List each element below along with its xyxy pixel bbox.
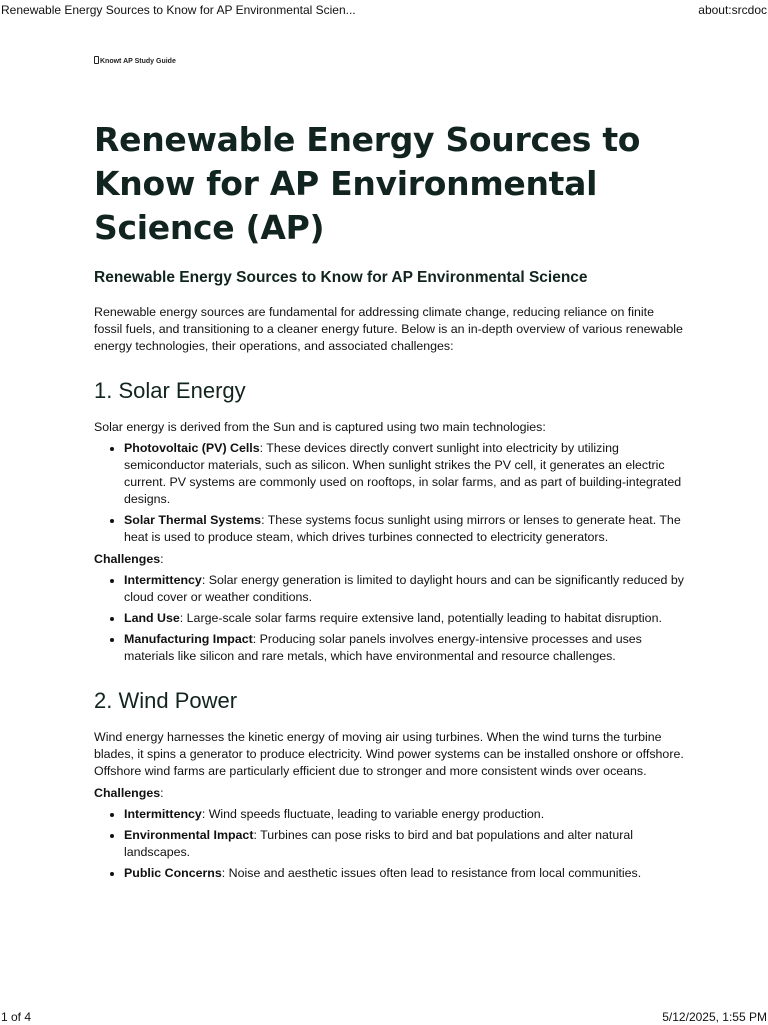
challenges-label-text: Challenges	[94, 786, 161, 800]
list-item-term: Intermittency	[124, 807, 202, 821]
list-item	[124, 572, 684, 606]
wind-challenges-list	[94, 806, 684, 882]
list-item-term: Land Use	[124, 611, 180, 625]
list-item-text: : Wind speeds fluctuate, leading to variable energy production.	[201, 807, 545, 821]
print-footer	[0, 1009, 768, 1025]
phone-icon	[94, 56, 99, 64]
solar-technologies-list	[94, 440, 684, 546]
list-item-term: Public Concerns	[124, 866, 222, 880]
list-item	[124, 827, 684, 861]
list-item-term: Environmental Impact	[124, 828, 254, 842]
list-item	[124, 512, 684, 546]
page-subtitle: Renewable Energy Sources to Know for AP Environmental Science	[94, 269, 588, 286]
wind-challenges-label	[94, 785, 684, 802]
page-number: 1 of 4	[1, 1010, 32, 1024]
intro-paragraph: Renewable energy sources are fundamental for addressing climate change, reducing reliance on finite fossil fuels, and transitioning to a cleaner energy future. Below is an in-depth overview of various renewable energy technologies, their operations, and associated challenges:	[94, 305, 683, 353]
list-item-text: : Large-scale solar farms require extensive land, potentially leading to habitat disruption.	[179, 611, 662, 625]
solar-challenges-label	[94, 551, 684, 568]
list-item	[124, 440, 684, 508]
list-item	[124, 631, 684, 665]
print-header	[0, 2, 768, 18]
section-heading-solar: 1. Solar Energy	[94, 378, 246, 403]
list-item-term: Manufacturing Impact	[124, 632, 253, 646]
list-item-term: Solar Thermal Systems	[124, 513, 262, 527]
list-item-term: Photovoltaic (PV) Cells	[124, 441, 260, 455]
list-item-text: : Noise and aesthetic issues often lead to resistance from local communities.	[221, 866, 642, 880]
print-header-url: about:srcdoc	[698, 3, 767, 17]
list-item-term: Intermittency	[124, 573, 202, 587]
list-item-text: : These systems focus sunlight using mirrors or lenses to generate heat. The heat is used to produce steam, which drives turbines connected to electricity generators.	[124, 513, 681, 544]
list-item	[124, 865, 684, 882]
brand-label	[94, 56, 684, 68]
challenges-label-colon: :	[160, 786, 164, 800]
print-date: 5/12/2025, 1:55 PM	[662, 1010, 767, 1024]
brand-text: Knowt AP Study Guide	[100, 58, 176, 65]
solar-intro: Solar energy is derived from the Sun and is captured using two main technologies:	[94, 420, 546, 434]
section-heading-wind: 2. Wind Power	[94, 688, 238, 713]
wind-intro: Wind energy harnesses the kinetic energy of moving air using turbines. When the wind turns the turbine blades, it spins a generator to produce electricity. Wind power systems can be installed onshore or offshore. Offshore wind farms are particularly efficient due to stronger and more consistent winds over oceans.	[94, 730, 684, 778]
list-item	[124, 806, 684, 823]
challenges-label-colon: :	[160, 552, 164, 566]
list-item-text: : Solar energy generation is limited to daylight hours and can be significantly reduced by cloud cover or weather conditions.	[124, 573, 684, 604]
list-item-text: : These devices directly convert sunlight into electricity by utilizing semiconductor materials, such as silicon. When sunlight strikes the PV cell, it generates an electric current. PV systems are commonly used on rooftops, in solar farms, and as part of building-integrated designs.	[124, 441, 682, 506]
list-item	[124, 610, 684, 627]
article	[94, 56, 684, 882]
list-item-text: : Turbines can pose risks to bird and bat populations and alter natural landscapes.	[124, 828, 633, 859]
print-header-title: Renewable Energy Sources to Know for AP Environmental Scien...	[1, 3, 356, 17]
page-title: Renewable Energy Sources to Know for AP Environmental Science (AP)	[94, 120, 641, 247]
challenges-label-text: Challenges	[94, 552, 161, 566]
list-item-text: : Producing solar panels involves energy-intensive processes and uses materials like silicon and rare metals, which have environmental and resource challenges.	[124, 632, 642, 663]
solar-challenges-list	[94, 572, 684, 665]
